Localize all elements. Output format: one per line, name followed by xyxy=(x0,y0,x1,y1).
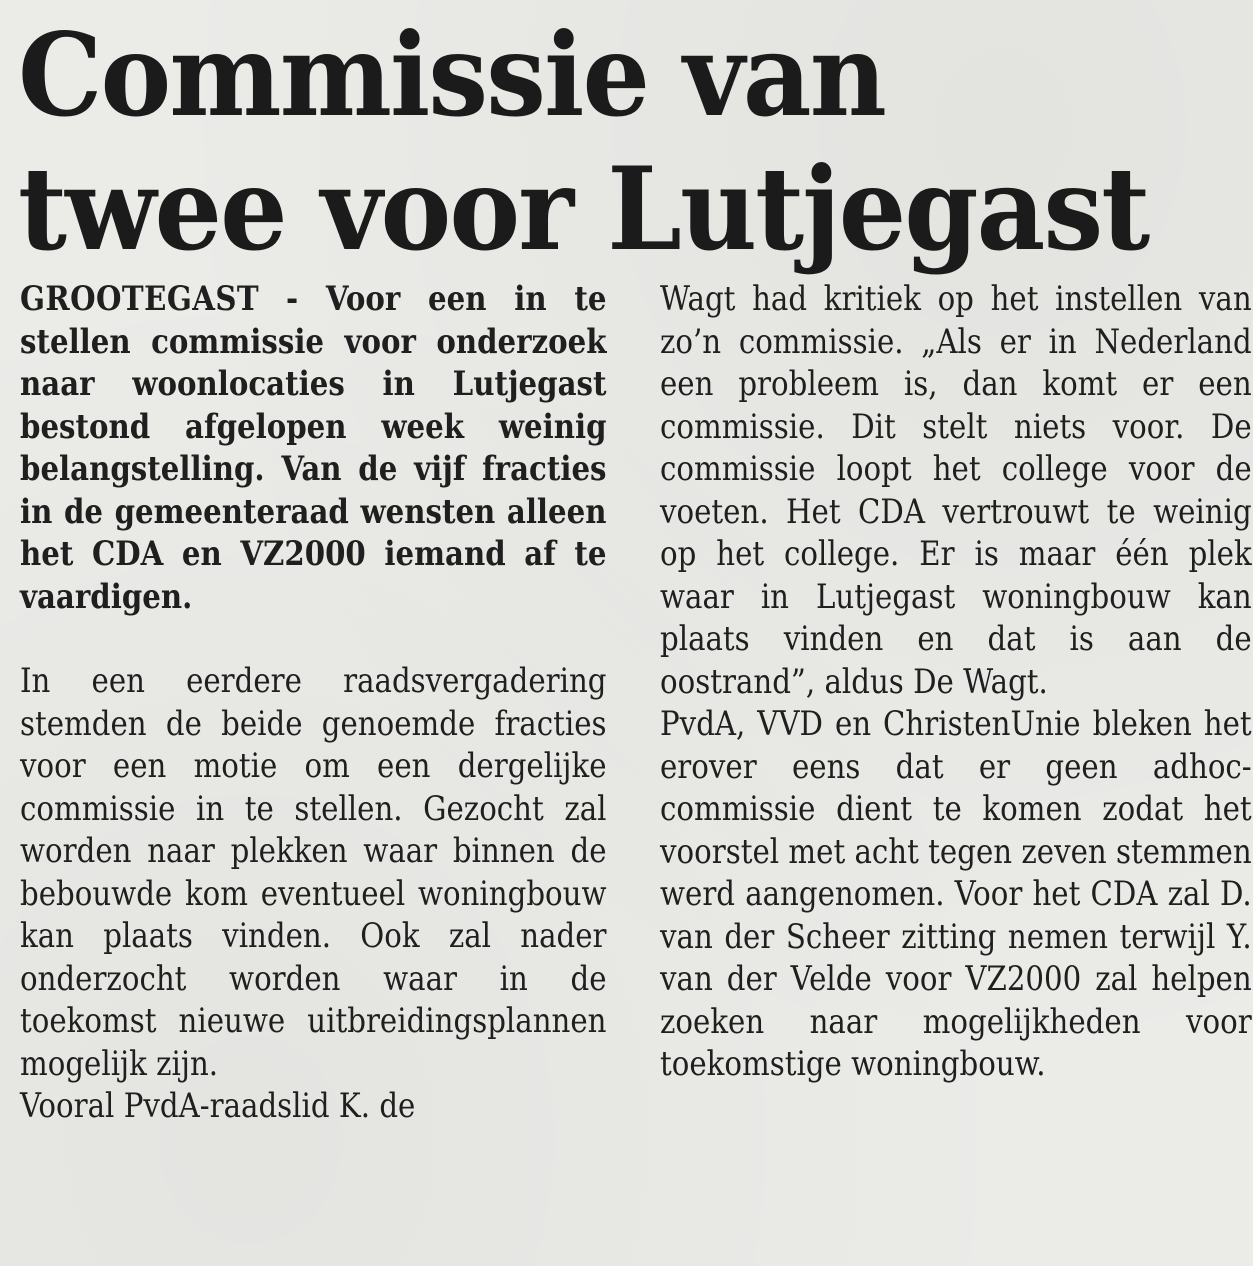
article-headline xyxy=(18,8,1162,276)
body-paragraph-4: PvdA, VVD en ChristenUnie bleken het erover eens dat er geen adhoc-commissie dient te komen zodat het voorstel met acht tegen zeven stemmen werd aangenomen. Voor het CDA zal D. van der Scheer zitting nemen terwijl Y. van der Velde voor VZ2000 zal helpen zoeken naar mogelijkheden voor toekomstige woningbouw. xyxy=(660,704,1252,1084)
article-column-right xyxy=(660,278,1252,1086)
headline-line-1: Commissie van xyxy=(18,8,885,142)
lead-text: - Voor een in te stellen commissie voor onderzoek naar woonlocaties in Lutjegast bestond afgelopen week weinig belangstelling. Van de vijf fracties in de gemeenteraad wensten alleen het CDA en VZ2000 iemand af te vaardigen. xyxy=(20,279,607,617)
headline-line-2: twee voor Lutjegast xyxy=(18,142,1149,276)
article-column-left xyxy=(20,278,607,1128)
body-paragraph-3-continued: Wagt had kritiek op het instellen van zo’n commissie. „Als er in Nederland een probleem is, dan komt er een commissie. Dit stelt niets voor. De commissie loopt het college voor de voeten. Het CDA vertrouwt te weinig op het college. Er is maar één plek waar in Lutjegast woningbouw kan plaats vinden en dat is aan de oostrand”, aldus De Wagt. xyxy=(660,279,1252,702)
lead-paragraph xyxy=(20,278,607,618)
body-paragraph-2: In een eerdere raadsvergadering stemden de beide genoemde fracties voor een motie om een dergelijke commissie in te stellen. Gezocht zal worden naar plekken waar binnen de bebouwde kom eventueel woningbouw kan plaats vinden. Ook zal nader onderzocht worden waar in de toekomst nieuwe uitbreidingsplannen mogelijk zijn. xyxy=(20,661,607,1084)
body-paragraph-3-start: Vooral PvdA-raadslid K. de xyxy=(20,1086,416,1126)
dateline: GROOTEGAST xyxy=(20,279,260,319)
